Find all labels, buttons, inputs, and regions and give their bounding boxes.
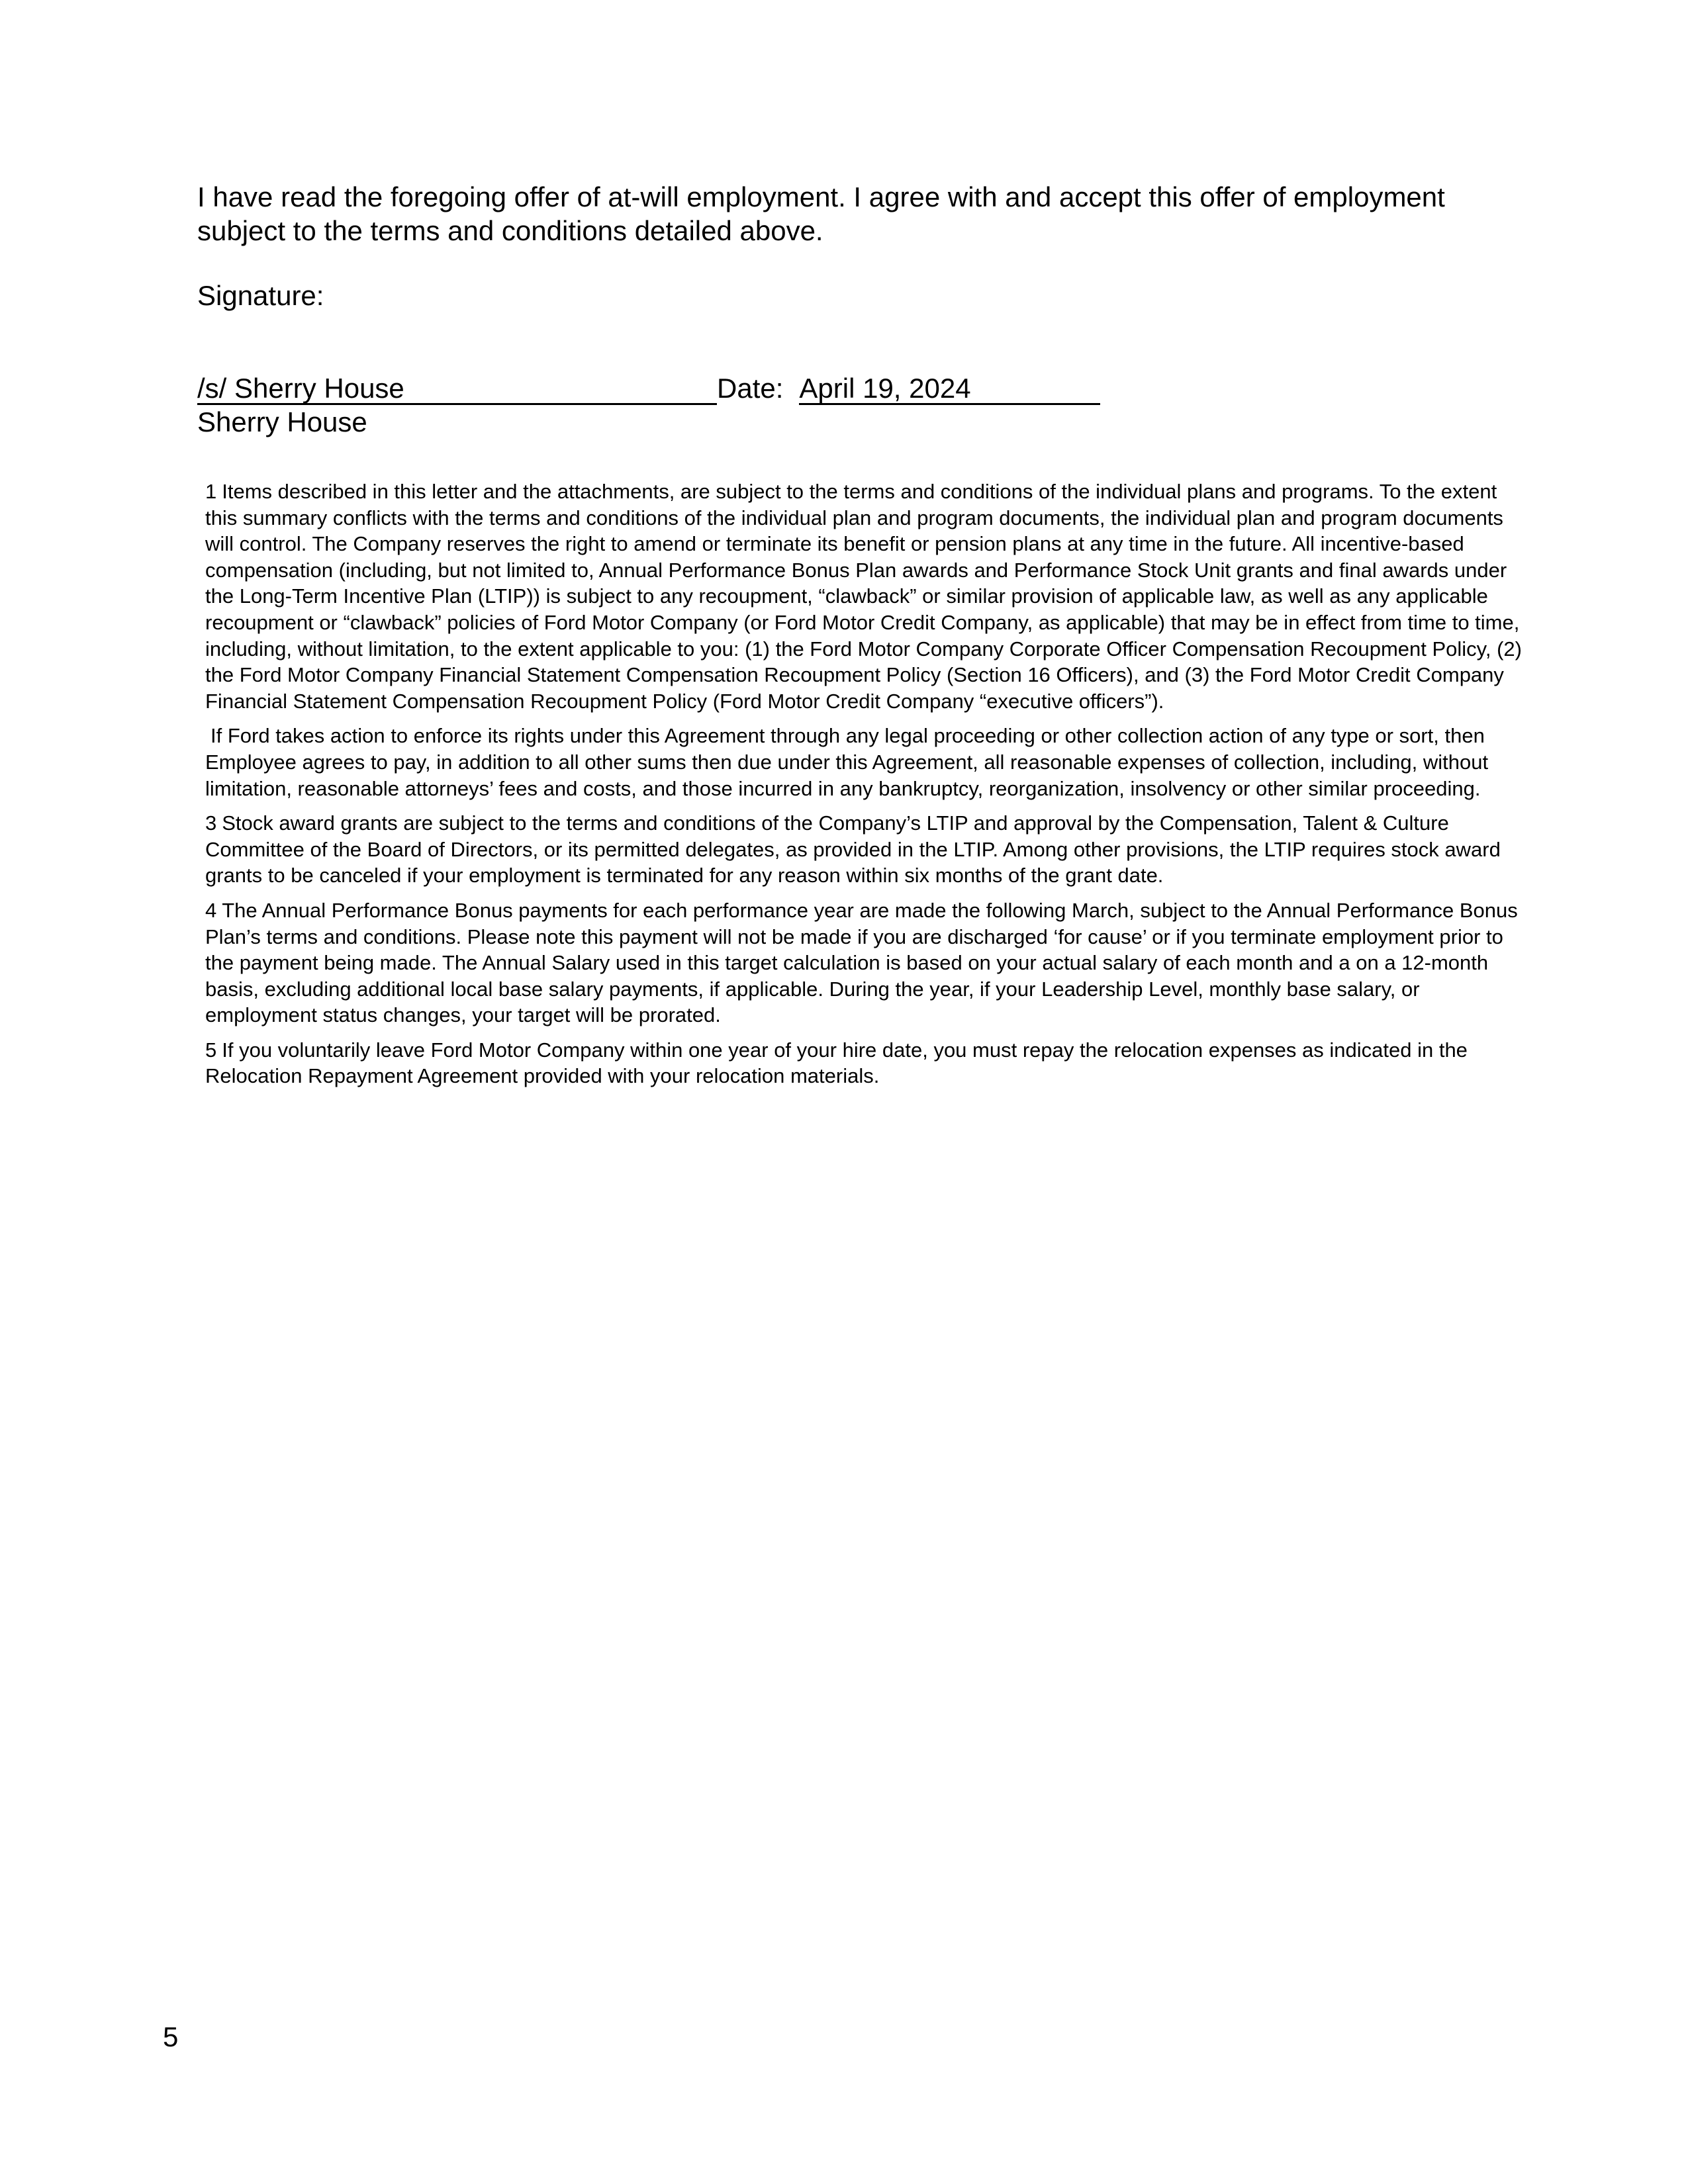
page-number: 5 xyxy=(163,2021,179,2052)
signature-label: Signature: xyxy=(197,280,324,311)
footnote-5 xyxy=(205,1037,1529,1089)
footnote-2 xyxy=(205,723,1529,801)
date-value: April 19, 2024 xyxy=(799,374,1100,405)
signature-line xyxy=(197,371,1100,405)
signature-value: /s/ Sherry House xyxy=(197,374,717,405)
footnote-number: 5 xyxy=(205,1038,217,1062)
footnote-text: Items described in this letter and the attachments, are subject to the terms and conditions of the individual plans and programs. To the extent this summary conflicts with the terms and conditions of the individual plan and program documents, the individual plan and program documents will control. The Company reserves the right to amend or terminate its benefit or pension plans at any time in the future. All incentive-based compensation (including, but not limited to, Annual Performance Bonus Plan awards and Performance Stock Unit grants and final awards under the Long-Term Incentive Plan (LTIP)) is subject to any recoupment, “clawback” or similar provision of applicable law, as well as any applicable recoupment or “clawback” policies of Ford Motor Company (or Ford Motor Credit Company, as applicable) that may be in effect from time to time, including, without limitation, to the extent applicable to you: (1) the Ford Motor Company Corporate Officer Compensation Recoupment Policy, (2) the Ford Motor Company Financial Statement Compensation Recoupment Policy (Section 16 Officers), and (3) the Ford Motor Credit Company Financial Statement Compensation Recoupment Policy (Ford Motor Credit Company “executive officers”). xyxy=(205,480,1522,713)
footnote-4 xyxy=(205,897,1529,1028)
footnote-number: 3 xyxy=(205,811,217,835)
printed-name: Sherry House xyxy=(197,406,367,437)
footnote-3 xyxy=(205,810,1529,889)
date-label: Date: xyxy=(717,373,784,404)
footnote-text: The Annual Performance Bonus payments for each performance year are made the following March, subject to the Annual Performance Bonus Plan’s terms and conditions. Please note this payment will not be made if you are discharged ‘for cause’ or if you terminate employment prior to the payment being made. The Annual Salary used in this target calculation is based on your actual salary of each month and a on a 12-month basis, excluding additional local base salary payments, if applicable. During the year, if your Leadership Level, monthly base salary, or employment status changes, your target will be prorated. xyxy=(205,898,1518,1027)
footnote-1 xyxy=(205,478,1529,714)
acceptance-statement: I have read the foregoing offer of at-will employment. I agree with and accept this offer of employment subject to the terms and conditions detailed above. xyxy=(197,181,1445,246)
footnote-text: Stock award grants are subject to the terms and conditions of the Company’s LTIP and approval by the Compensation, Talent & Culture Committee of the Board of Directors, or its permitted delegates, as provided in the LTIP. Among other provisions, the LTIP requires stock award grants to be canceled if your employment is terminated for any reason within six months of the grant date. xyxy=(205,811,1501,887)
footnote-text: If Ford takes action to enforce its rights under this Agreement through any legal proceeding or other collection action of any type or sort, then Employee agrees to pay, in addition to all other sums then due under this Agreement, all reasonable expenses of collection, including, without limitation, reasonable attorneys’ fees and costs, and those incurred in any bankruptcy, reorganization, insolvency or other similar proceeding. xyxy=(205,724,1489,800)
footnote-number: 4 xyxy=(205,898,217,922)
footnote-text: If you voluntarily leave Ford Motor Company within one year of your hire date, you must repay the relocation expenses as indicated in the Relocation Repayment Agreement provided with your relocation materials. xyxy=(205,1038,1468,1088)
footnotes xyxy=(205,478,1529,1098)
footnote-number: 1 xyxy=(205,480,217,503)
